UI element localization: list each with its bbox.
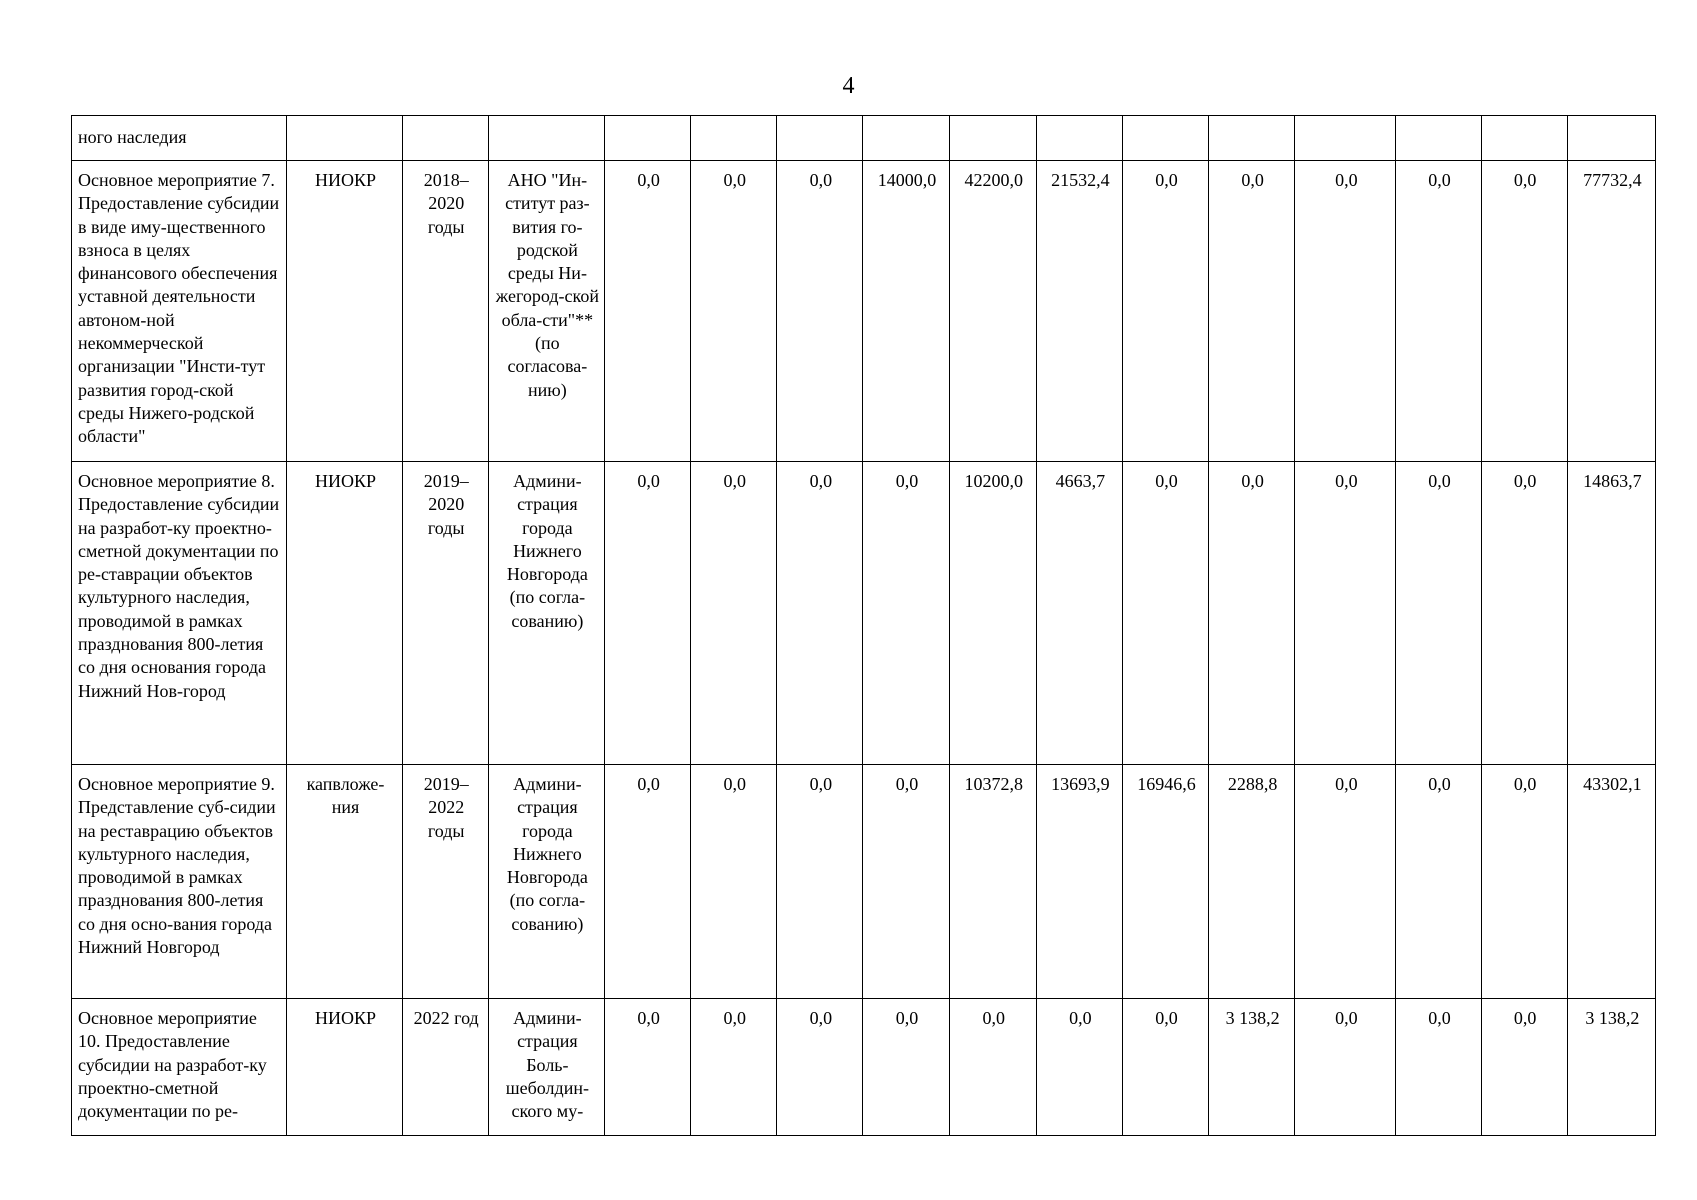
value-cell: 77732,4 <box>1567 161 1655 462</box>
value-cell: 0,0 <box>691 462 777 765</box>
value-cell: 0,0 <box>1295 999 1396 1136</box>
value-cell: 0,0 <box>1396 462 1481 765</box>
value-cell: 0,0 <box>604 999 690 1136</box>
expense-type-cell: НИОКР <box>287 999 402 1136</box>
value-cell <box>1122 116 1208 161</box>
value-cell: 0,0 <box>1396 765 1481 999</box>
page-number: 4 <box>842 73 855 99</box>
value-cell: 0,0 <box>1295 161 1396 462</box>
period-cell: 2022 год <box>402 999 488 1136</box>
value-cell <box>1209 116 1295 161</box>
value-cell <box>1295 116 1396 161</box>
value-cell: 2288,8 <box>1209 765 1295 999</box>
period-cell: 2019– 2022 годы <box>402 765 488 999</box>
value-cell <box>1036 116 1122 161</box>
value-cell <box>1567 116 1655 161</box>
table-row <box>72 116 1656 161</box>
value-cell: 10372,8 <box>949 765 1036 999</box>
value-cell: 4663,7 <box>1036 462 1122 765</box>
value-cell: 0,0 <box>1209 161 1295 462</box>
value-cell <box>777 116 863 161</box>
value-cell <box>604 116 690 161</box>
value-cell: 0,0 <box>949 999 1036 1136</box>
value-cell: 0,0 <box>863 462 949 765</box>
expense-type-cell <box>287 116 402 161</box>
activity-name-cell: Основное мероприятие 10. Предоставление субсидии на разработ-ку проектно-сметной документации по ре- <box>72 999 287 1136</box>
table-row <box>72 765 1656 999</box>
activity-name-cell: ного наследия <box>72 116 287 161</box>
value-cell: 0,0 <box>1481 765 1567 999</box>
value-cell: 0,0 <box>1122 999 1208 1136</box>
program-table <box>71 115 1656 1136</box>
value-cell: 0,0 <box>691 161 777 462</box>
value-cell <box>949 116 1036 161</box>
expense-type-cell: НИОКР <box>287 462 402 765</box>
activity-name-cell: Основное мероприятие 8. Предоставление субсидии на разработ-ку проектно-сметной документации по ре-ставрации объектов культурного наследия, проводимой в рамках празднования 800-летия со дня основания города Нижний Нов-город <box>72 462 287 765</box>
expense-type-cell: НИОКР <box>287 161 402 462</box>
executor-cell: АНО "Ин-ститут раз-вития го-родской среды Ни-жегород-ской обла-сти"** (по согласова-нию) <box>488 161 604 462</box>
value-cell: 42200,0 <box>949 161 1036 462</box>
activity-name-cell: Основное мероприятие 9. Представление суб-сидии на реставрацию объектов культурного наследия, проводимой в рамках празднования 800-летия со дня осно-вания города Нижний Новгород <box>72 765 287 999</box>
value-cell: 0,0 <box>604 765 690 999</box>
value-cell: 0,0 <box>604 161 690 462</box>
period-cell: 2019– 2020 годы <box>402 462 488 765</box>
value-cell: 21532,4 <box>1036 161 1122 462</box>
table-row <box>72 161 1656 462</box>
executor-cell <box>488 116 604 161</box>
table-row <box>72 462 1656 765</box>
value-cell: 0,0 <box>863 999 949 1136</box>
value-cell: 0,0 <box>1122 462 1208 765</box>
value-cell: 0,0 <box>777 161 863 462</box>
value-cell: 13693,9 <box>1036 765 1122 999</box>
value-cell: 0,0 <box>691 765 777 999</box>
value-cell: 0,0 <box>1122 161 1208 462</box>
value-cell: 0,0 <box>1295 462 1396 765</box>
period-cell: 2018– 2020 годы <box>402 161 488 462</box>
value-cell: 0,0 <box>1481 161 1567 462</box>
value-cell <box>863 116 949 161</box>
value-cell: 0,0 <box>691 999 777 1136</box>
value-cell: 0,0 <box>1396 161 1481 462</box>
value-cell: 14863,7 <box>1567 462 1655 765</box>
value-cell: 0,0 <box>1295 765 1396 999</box>
value-cell <box>1481 116 1567 161</box>
value-cell: 3 138,2 <box>1567 999 1655 1136</box>
value-cell: 0,0 <box>604 462 690 765</box>
value-cell: 0,0 <box>1481 999 1567 1136</box>
value-cell: 0,0 <box>1209 462 1295 765</box>
value-cell: 0,0 <box>777 999 863 1136</box>
value-cell: 16946,6 <box>1122 765 1208 999</box>
value-cell: 0,0 <box>1481 462 1567 765</box>
expense-type-cell: капвложе-ния <box>287 765 402 999</box>
value-cell: 0,0 <box>777 765 863 999</box>
value-cell: 0,0 <box>1396 999 1481 1136</box>
value-cell: 0,0 <box>863 765 949 999</box>
activity-name-cell: Основное мероприятие 7. Предоставление субсидии в виде иму-щественного взноса в целях финансового обеспечения уставной деятельности автоном-ной некоммерческой организации "Инсти-тут развития город-ской среды Нижего-родской области" <box>72 161 287 462</box>
value-cell: 0,0 <box>1036 999 1122 1136</box>
executor-cell: Админи-страция Боль-шеболдин-ского му- <box>488 999 604 1136</box>
period-cell <box>402 116 488 161</box>
value-cell <box>691 116 777 161</box>
value-cell <box>1396 116 1481 161</box>
value-cell: 14000,0 <box>863 161 949 462</box>
value-cell: 0,0 <box>777 462 863 765</box>
executor-cell: Админи-страция города Нижнего Новгорода (по согла-сованию) <box>488 462 604 765</box>
executor-cell: Админи-страция города Нижнего Новгорода (по согла-сованию) <box>488 765 604 999</box>
table-row <box>72 999 1656 1136</box>
value-cell: 10200,0 <box>949 462 1036 765</box>
value-cell: 3 138,2 <box>1209 999 1295 1136</box>
value-cell: 43302,1 <box>1567 765 1655 999</box>
